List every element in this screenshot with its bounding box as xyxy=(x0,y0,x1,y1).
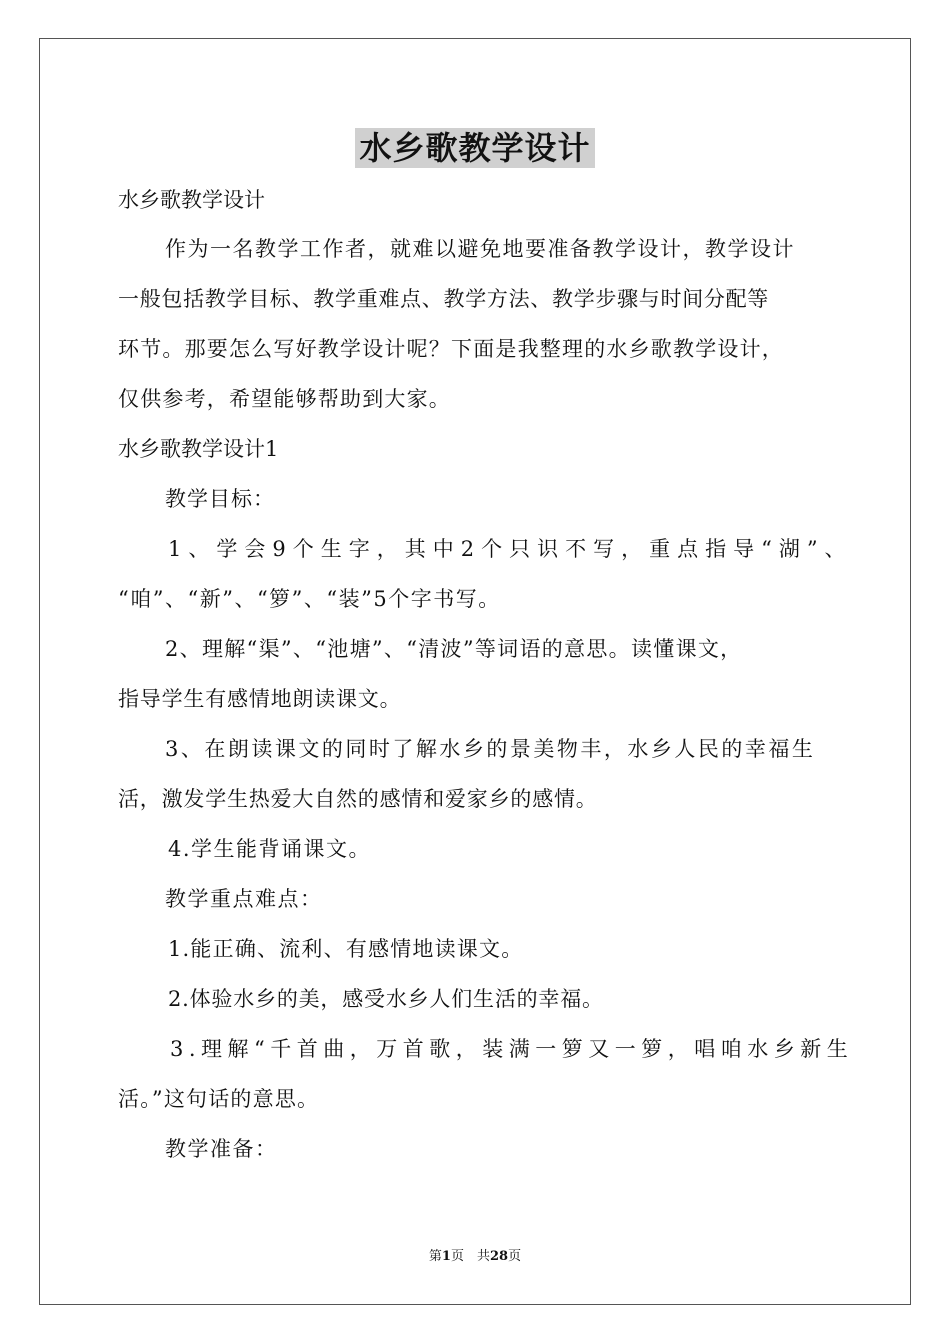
document-title: 水乡歌教学设计 xyxy=(355,128,594,168)
goal-2-line-2: 指导学生有感情地朗读课文。 xyxy=(118,687,402,711)
footer-page-number: 1 xyxy=(441,1249,451,1264)
goal-2-line-1: 2、理解“渠”、“池塘”、“清波”等词语的意思。读懂课文， xyxy=(165,637,743,661)
footer-total-pages: 28 xyxy=(489,1249,509,1264)
prep-heading: 教学准备： xyxy=(165,1137,278,1161)
intro-line-3: 环节。那要怎么写好教学设计呢？下面是我整理的水乡歌教学设计， xyxy=(118,337,784,361)
goal-1-line-1: 1、学会9个生字，其中2个只识不写，重点指导“湖”、 xyxy=(168,537,853,561)
intro-line-1: 作为一名教学工作者，就难以避免地要准备教学设计，教学设计 xyxy=(165,237,795,261)
goal-1-line-2: “咱”、“新”、“箩”、“装”5个字书写。 xyxy=(118,587,501,611)
title-wrapper xyxy=(0,128,950,168)
section-heading: 水乡歌教学设计1 xyxy=(118,437,279,461)
intro-line-4: 仅供参考，希望能够帮助到大家。 xyxy=(118,387,451,411)
intro-line-2: 一般包括教学目标、教学重难点、教学方法、教学步骤与时间分配等 xyxy=(118,287,769,311)
document-subtitle: 水乡歌教学设计 xyxy=(118,188,265,212)
goal-3-line-1: 3、在朗读课文的同时了解水乡的景美物丰，水乡人民的幸福生 xyxy=(165,737,816,761)
goals-heading: 教学目标： xyxy=(165,487,275,511)
keypoints-heading: 教学重点难点： xyxy=(165,887,323,911)
keypoint-2: 2.体验水乡的美，感受水乡人们生活的幸福。 xyxy=(168,987,604,1011)
goal-3-line-2: 活，激发学生热爱大自然的感情和爱家乡的感情。 xyxy=(118,787,598,811)
page-border xyxy=(39,38,911,1305)
footer-page-suffix: 页 xyxy=(508,1249,522,1264)
goal-4: 4.学生能背诵课文。 xyxy=(168,837,372,861)
page-footer xyxy=(0,1248,950,1266)
footer-page-prefix: 第 xyxy=(428,1249,442,1264)
keypoint-3-line-1: 3.理解“千首曲，万首歌，装满一箩又一箩，唱咱水乡新生 xyxy=(170,1037,854,1061)
keypoint-3-line-2: 活。”这句话的意思。 xyxy=(118,1087,320,1111)
keypoint-1: 1.能正确、流利、有感情地读课文。 xyxy=(168,937,524,961)
footer-page-mid: 页 共 xyxy=(450,1249,490,1264)
